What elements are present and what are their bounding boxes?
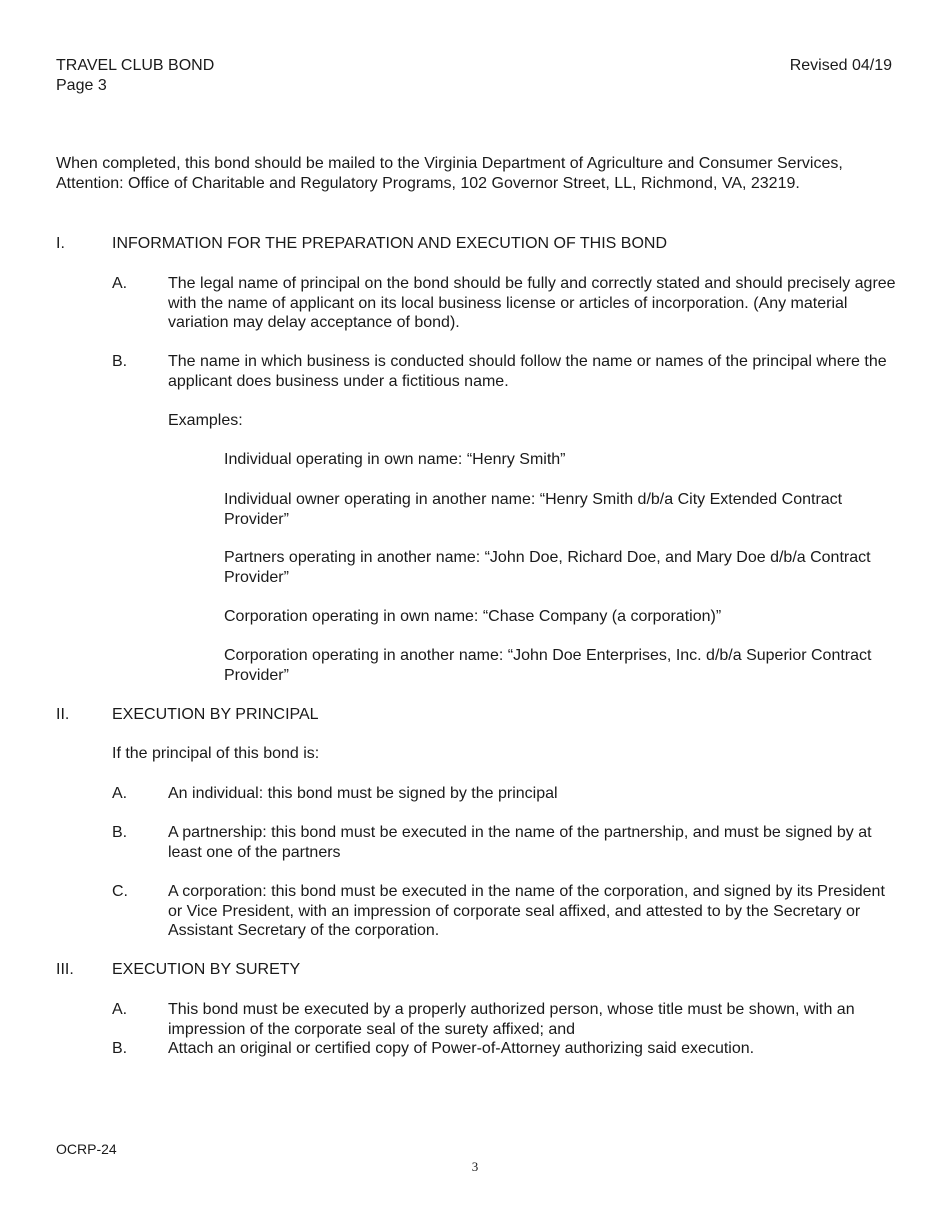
section-1-item-a-text: The legal name of principal on the bond should be fully and correctly stated and should precisely agree with the name of applicant on its local business license or articles of incorporation. (Any material variation may delay acceptance of bond). [168,275,896,331]
section-2-item-a-text: An individual: this bond must be signed by the principal [168,785,558,802]
section-2-numeral: II. [56,706,70,723]
section-3-item-b-text: Attach an original or certified copy of Power-of-Attorney authorizing said execution. [168,1040,755,1057]
section-3-numeral: III. [56,961,74,978]
example-item: Partners operating in another name: “John Doe, Richard Doe, and Mary Doe d/b/a Contract Provider” [224,549,871,586]
section-3-item-a-letter: A. [112,1001,128,1018]
document-title: TRAVEL CLUB BOND [56,57,215,74]
section-1-item-a-letter: A. [112,275,128,292]
section-2-title: EXECUTION BY PRINCIPAL [112,706,319,723]
example-item: Individual owner operating in another name: “Henry Smith d/b/a City Extended Contract Provider” [224,491,843,528]
section-1-title: INFORMATION FOR THE PREPARATION AND EXECUTION OF THIS BOND [112,235,668,252]
example-item: Individual operating in own name: “Henry Smith” [224,451,566,468]
section-2-item-b-letter: B. [112,824,128,841]
section-2-item-b-text: A partnership: this bond must be executed in the name of the partnership, and must be signed by at least one of the partners [168,824,872,861]
document-header [56,56,214,95]
section-1-item-b-text: The name in which business is conducted should follow the name or names of the principal where the applicant does business under a fictitious name. [168,353,887,390]
section-3-item-b-letter: B. [112,1040,128,1057]
revision-date: Revised 04/19 [789,57,892,74]
section-2-lead: If the principal of this bond is: [112,745,320,762]
section-3-title: EXECUTION BY SURETY [112,961,301,978]
section-2-item-c-letter: C. [112,883,128,900]
example-item: Corporation operating in own name: “Chase Company (a corporation)” [224,608,722,625]
form-code: OCRP-24 [56,1141,117,1157]
page-label: Page 3 [56,76,107,94]
page-number: 3 [471,1159,479,1174]
intro-paragraph: When completed, this bond should be mailed to the Virginia Department of Agriculture and Consumer Services, Attention: Office of Charitable and Regulatory Programs, 102 Governor Street, LL, Richmond, VA, 23219. [56,155,843,192]
section-1-item-b-letter: B. [112,353,128,370]
section-3-item-a-text: This bond must be executed by a properly authorized person, whose title must be shown, with an impression of the corporate seal of the surety affixed; and [168,1001,855,1038]
section-2-item-a-letter: A. [112,785,128,802]
section-2-item-c-text: A corporation: this bond must be executed in the name of the corporation, and signed by its President or Vice President, with an impression of corporate seal affixed, and attested to by the Secretary or Assistant Secretary of the corporation. [168,883,885,939]
example-item: Corporation operating in another name: “John Doe Enterprises, Inc. d/b/a Superior Contract Provider” [224,647,872,684]
examples-label: Examples: [168,412,243,429]
section-1-numeral: I. [56,235,65,252]
